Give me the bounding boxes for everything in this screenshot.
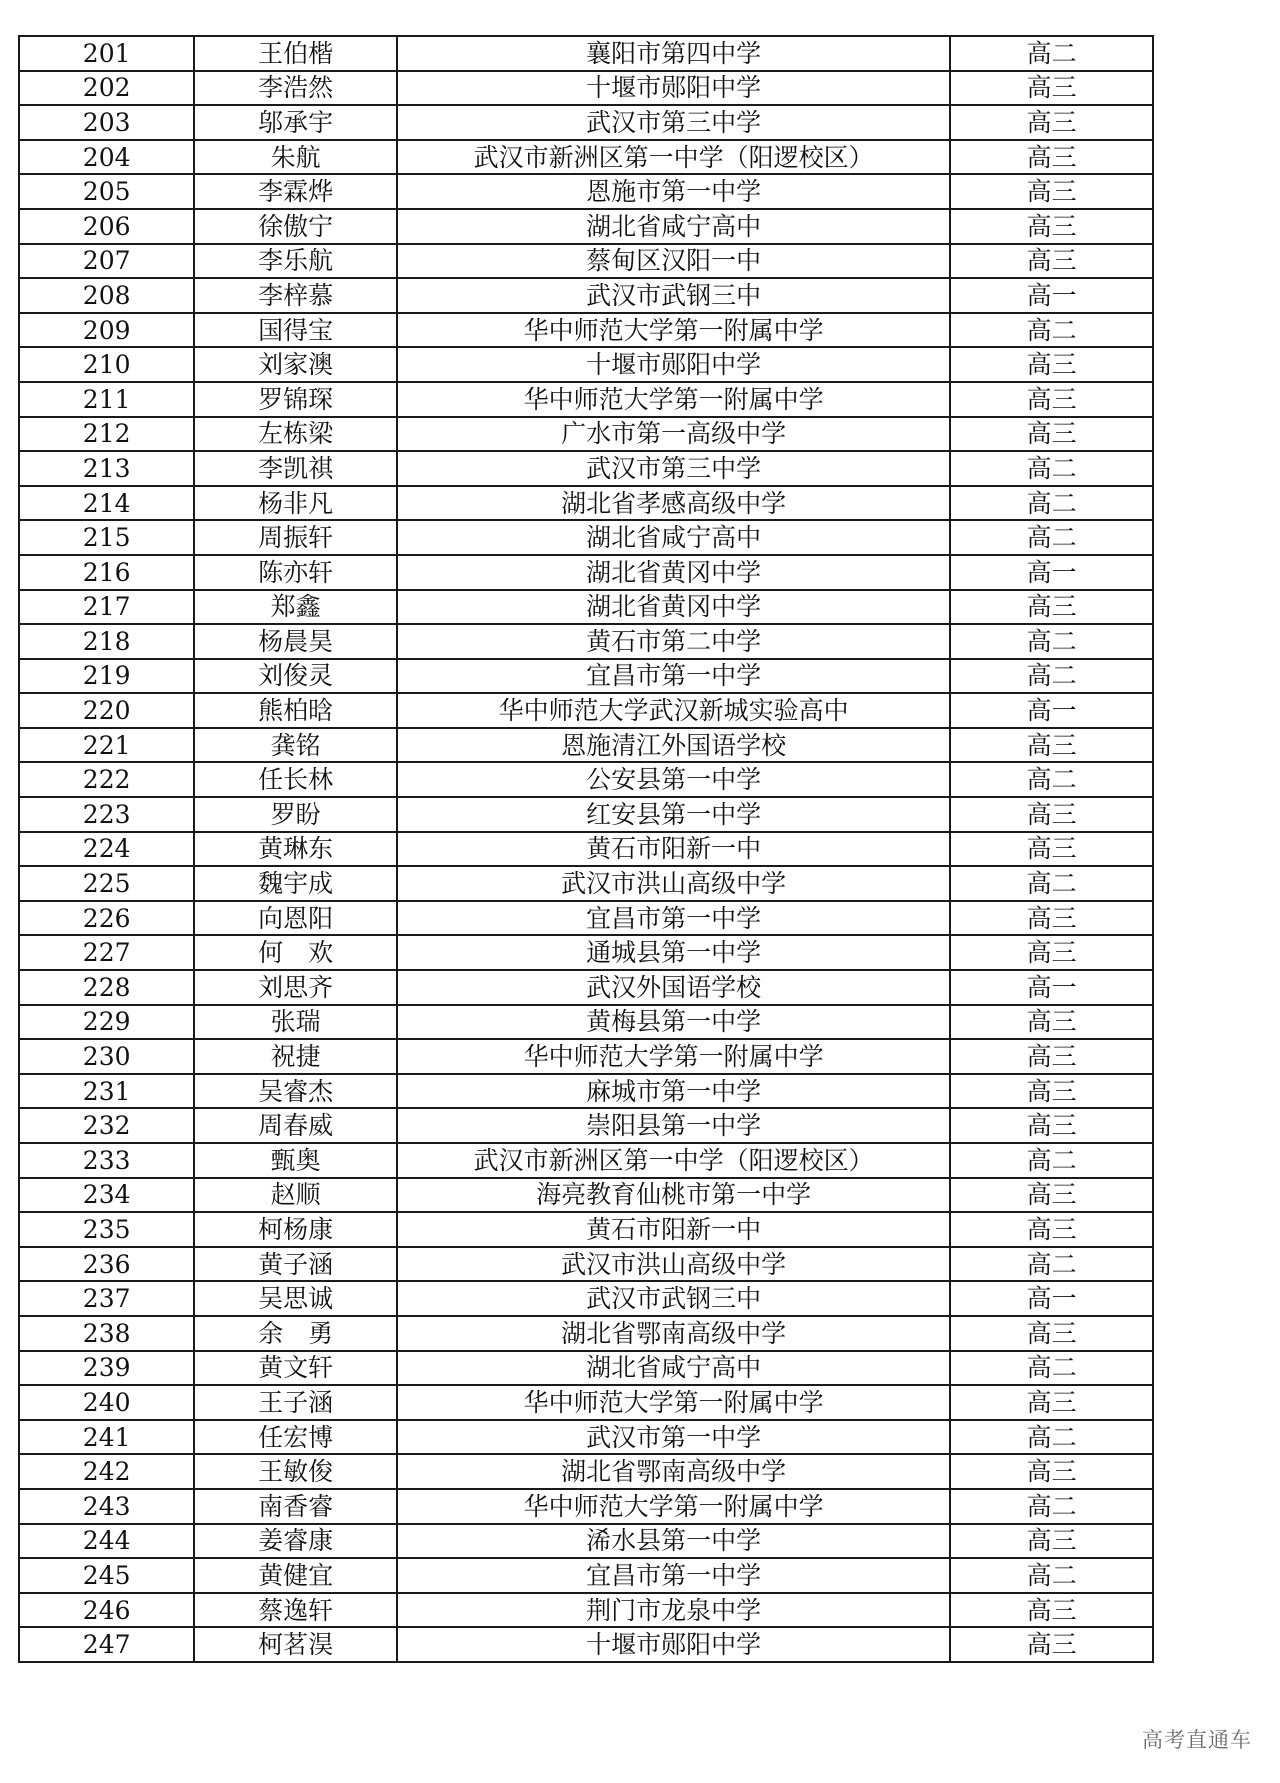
table-row	[19, 970, 1153, 1005]
row-number-cell: 213	[19, 451, 194, 486]
table-row	[19, 347, 1153, 382]
grade-cell: 高三	[950, 1108, 1153, 1143]
school-name-cell: 海亮教育仙桃市第一中学	[397, 1178, 950, 1213]
row-number-cell: 238	[19, 1316, 194, 1351]
table-row	[19, 728, 1153, 763]
row-number-cell: 221	[19, 728, 194, 763]
grade-cell: 高三	[950, 1385, 1153, 1420]
grade-cell: 高三	[950, 382, 1153, 417]
school-name-cell: 黄石市阳新一中	[397, 1212, 950, 1247]
table-row	[19, 832, 1153, 867]
student-name-cell: 黄文轩	[194, 1351, 397, 1386]
school-name-cell: 武汉外国语学校	[397, 970, 950, 1005]
school-name-cell: 十堰市郧阳中学	[397, 71, 950, 106]
school-name-cell: 华中师范大学第一附属中学	[397, 1385, 950, 1420]
row-number-cell: 240	[19, 1385, 194, 1420]
table-row	[19, 1420, 1153, 1455]
grade-cell: 高二	[950, 1558, 1153, 1593]
grade-cell: 高三	[950, 901, 1153, 936]
grade-cell: 高三	[950, 1316, 1153, 1351]
school-name-cell: 通城县第一中学	[397, 935, 950, 970]
row-number-cell: 244	[19, 1524, 194, 1559]
school-name-cell: 华中师范大学第一附属中学	[397, 313, 950, 348]
student-name-cell: 赵顺	[194, 1178, 397, 1213]
row-number-cell: 230	[19, 1039, 194, 1074]
row-number-cell: 208	[19, 278, 194, 313]
student-name-cell: 甄奥	[194, 1143, 397, 1178]
school-name-cell: 华中师范大学第一附属中学	[397, 382, 950, 417]
row-number-cell: 241	[19, 1420, 194, 1455]
table-row	[19, 382, 1153, 417]
grade-cell: 高二	[950, 624, 1153, 659]
school-name-cell: 十堰市郧阳中学	[397, 347, 950, 382]
row-number-cell: 202	[19, 71, 194, 106]
row-number-cell: 217	[19, 590, 194, 625]
table-row	[19, 1524, 1153, 1559]
student-name-cell: 徐傲宁	[194, 209, 397, 244]
student-name-cell: 邬承宇	[194, 105, 397, 140]
grade-cell: 高三	[950, 105, 1153, 140]
grade-cell: 高三	[950, 1524, 1153, 1559]
table-row	[19, 1281, 1153, 1316]
grade-cell: 高三	[950, 244, 1153, 279]
student-name-cell: 王伯楷	[194, 36, 397, 71]
row-number-cell: 247	[19, 1627, 194, 1662]
student-name-cell: 杨晨昊	[194, 624, 397, 659]
grade-cell: 高三	[950, 140, 1153, 175]
student-name-cell: 熊柏晗	[194, 693, 397, 728]
row-number-cell: 233	[19, 1143, 194, 1178]
grade-cell: 高二	[950, 313, 1153, 348]
table-row	[19, 1351, 1153, 1386]
grade-cell: 高二	[950, 762, 1153, 797]
row-number-cell: 218	[19, 624, 194, 659]
student-name-cell: 刘思齐	[194, 970, 397, 1005]
table-row	[19, 451, 1153, 486]
row-number-cell: 234	[19, 1178, 194, 1213]
table-row	[19, 797, 1153, 832]
student-name-cell: 王敏俊	[194, 1454, 397, 1489]
student-name-cell: 魏宇成	[194, 866, 397, 901]
student-name-cell: 周振轩	[194, 520, 397, 555]
table-row	[19, 313, 1153, 348]
school-name-cell: 湖北省鄂南高级中学	[397, 1316, 950, 1351]
student-name-cell: 罗锦琛	[194, 382, 397, 417]
school-name-cell: 黄梅县第一中学	[397, 1005, 950, 1040]
student-name-cell: 祝捷	[194, 1039, 397, 1074]
table-row	[19, 901, 1153, 936]
table-row	[19, 1316, 1153, 1351]
row-number-cell: 236	[19, 1247, 194, 1282]
row-number-cell: 204	[19, 140, 194, 175]
school-name-cell: 武汉市新洲区第一中学（阳逻校区）	[397, 140, 950, 175]
student-name-cell: 朱航	[194, 140, 397, 175]
school-name-cell: 湖北省咸宁高中	[397, 1351, 950, 1386]
table-row	[19, 935, 1153, 970]
grade-cell: 高三	[950, 1178, 1153, 1213]
grade-cell: 高三	[950, 797, 1153, 832]
grade-cell: 高三	[950, 417, 1153, 452]
school-name-cell: 公安县第一中学	[397, 762, 950, 797]
table-row	[19, 1247, 1153, 1282]
table-row	[19, 1212, 1153, 1247]
row-number-cell: 222	[19, 762, 194, 797]
row-number-cell: 227	[19, 935, 194, 970]
student-name-cell: 李凯祺	[194, 451, 397, 486]
grade-cell: 高二	[950, 1247, 1153, 1282]
row-number-cell: 220	[19, 693, 194, 728]
student-name-cell: 姜睿康	[194, 1524, 397, 1559]
table-row	[19, 105, 1153, 140]
grade-cell: 高三	[950, 728, 1153, 763]
grade-cell: 高三	[950, 1593, 1153, 1628]
student-name-cell: 何 欢	[194, 935, 397, 970]
school-name-cell: 武汉市洪山高级中学	[397, 1247, 950, 1282]
student-name-cell: 黄琳东	[194, 832, 397, 867]
student-name-cell: 黄子涵	[194, 1247, 397, 1282]
table-row	[19, 1558, 1153, 1593]
row-number-cell: 231	[19, 1074, 194, 1109]
table-row	[19, 278, 1153, 313]
row-number-cell: 201	[19, 36, 194, 71]
row-number-cell: 214	[19, 486, 194, 521]
row-number-cell: 245	[19, 1558, 194, 1593]
school-name-cell: 武汉市第三中学	[397, 451, 950, 486]
row-number-cell: 224	[19, 832, 194, 867]
roster-body	[19, 36, 1153, 1662]
row-number-cell: 203	[19, 105, 194, 140]
row-number-cell: 210	[19, 347, 194, 382]
grade-cell: 高三	[950, 590, 1153, 625]
grade-cell: 高三	[950, 1627, 1153, 1662]
table-row	[19, 555, 1153, 590]
row-number-cell: 212	[19, 417, 194, 452]
table-row	[19, 693, 1153, 728]
table-row	[19, 1627, 1153, 1662]
table-row	[19, 1143, 1153, 1178]
grade-cell: 高一	[950, 693, 1153, 728]
table-row	[19, 624, 1153, 659]
student-name-cell: 张瑞	[194, 1005, 397, 1040]
table-row	[19, 417, 1153, 452]
grade-cell: 高三	[950, 832, 1153, 867]
row-number-cell: 216	[19, 555, 194, 590]
grade-cell: 高三	[950, 935, 1153, 970]
school-name-cell: 华中师范大学第一附属中学	[397, 1489, 950, 1524]
row-number-cell: 246	[19, 1593, 194, 1628]
school-name-cell: 湖北省咸宁高中	[397, 209, 950, 244]
school-name-cell: 恩施市第一中学	[397, 174, 950, 209]
school-name-cell: 蔡甸区汉阳一中	[397, 244, 950, 279]
school-name-cell: 武汉市第一中学	[397, 1420, 950, 1455]
school-name-cell: 武汉市武钢三中	[397, 278, 950, 313]
student-name-cell: 周春威	[194, 1108, 397, 1143]
grade-cell: 高三	[950, 174, 1153, 209]
student-name-cell: 李梓慕	[194, 278, 397, 313]
school-name-cell: 宜昌市第一中学	[397, 1558, 950, 1593]
grade-cell: 高二	[950, 451, 1153, 486]
table-row	[19, 1005, 1153, 1040]
row-number-cell: 235	[19, 1212, 194, 1247]
student-name-cell: 蔡逸轩	[194, 1593, 397, 1628]
school-name-cell: 宜昌市第一中学	[397, 901, 950, 936]
table-row	[19, 140, 1153, 175]
grade-cell: 高二	[950, 1143, 1153, 1178]
school-name-cell: 湖北省黄冈中学	[397, 555, 950, 590]
grade-cell: 高一	[950, 278, 1153, 313]
school-name-cell: 宜昌市第一中学	[397, 659, 950, 694]
school-name-cell: 湖北省鄂南高级中学	[397, 1454, 950, 1489]
roster-table	[18, 35, 1154, 1663]
grade-cell: 高三	[950, 71, 1153, 106]
student-name-cell: 左栋梁	[194, 417, 397, 452]
school-name-cell: 湖北省咸宁高中	[397, 520, 950, 555]
grade-cell: 高二	[950, 36, 1153, 71]
school-name-cell: 武汉市武钢三中	[397, 1281, 950, 1316]
table-row	[19, 1074, 1153, 1109]
school-name-cell: 恩施清江外国语学校	[397, 728, 950, 763]
table-row	[19, 590, 1153, 625]
student-name-cell: 罗盼	[194, 797, 397, 832]
row-number-cell: 239	[19, 1351, 194, 1386]
table-row	[19, 1178, 1153, 1213]
table-row	[19, 520, 1153, 555]
school-name-cell: 十堰市郧阳中学	[397, 1627, 950, 1662]
student-name-cell: 南香睿	[194, 1489, 397, 1524]
table-row	[19, 1593, 1153, 1628]
school-name-cell: 华中师范大学第一附属中学	[397, 1039, 950, 1074]
school-name-cell: 红安县第一中学	[397, 797, 950, 832]
grade-cell: 高三	[950, 1212, 1153, 1247]
grade-cell: 高二	[950, 1420, 1153, 1455]
school-name-cell: 广水市第一高级中学	[397, 417, 950, 452]
student-name-cell: 国得宝	[194, 313, 397, 348]
student-name-cell: 王子涵	[194, 1385, 397, 1420]
row-number-cell: 232	[19, 1108, 194, 1143]
table-row	[19, 1039, 1153, 1074]
school-name-cell: 湖北省孝感高级中学	[397, 486, 950, 521]
grade-cell: 高三	[950, 209, 1153, 244]
table-row	[19, 659, 1153, 694]
table-row	[19, 174, 1153, 209]
school-name-cell: 崇阳县第一中学	[397, 1108, 950, 1143]
student-name-cell: 吴思诚	[194, 1281, 397, 1316]
table-row	[19, 486, 1153, 521]
grade-cell: 高一	[950, 1281, 1153, 1316]
grade-cell: 高二	[950, 659, 1153, 694]
row-number-cell: 205	[19, 174, 194, 209]
row-number-cell: 206	[19, 209, 194, 244]
student-name-cell: 刘俊灵	[194, 659, 397, 694]
school-name-cell: 武汉市第三中学	[397, 105, 950, 140]
school-name-cell: 麻城市第一中学	[397, 1074, 950, 1109]
row-number-cell: 228	[19, 970, 194, 1005]
school-name-cell: 荆门市龙泉中学	[397, 1593, 950, 1628]
row-number-cell: 223	[19, 797, 194, 832]
student-name-cell: 杨非凡	[194, 486, 397, 521]
student-name-cell: 李霖烨	[194, 174, 397, 209]
table-row	[19, 36, 1153, 71]
student-name-cell: 向恩阳	[194, 901, 397, 936]
grade-cell: 高三	[950, 1005, 1153, 1040]
table-row	[19, 209, 1153, 244]
table-row	[19, 1385, 1153, 1420]
school-name-cell: 浠水县第一中学	[397, 1524, 950, 1559]
student-name-cell: 柯茗淏	[194, 1627, 397, 1662]
table-row	[19, 71, 1153, 106]
grade-cell: 高二	[950, 866, 1153, 901]
student-name-cell: 吴睿杰	[194, 1074, 397, 1109]
student-name-cell: 黄健宜	[194, 1558, 397, 1593]
school-name-cell: 华中师范大学武汉新城实验高中	[397, 693, 950, 728]
student-name-cell: 柯杨康	[194, 1212, 397, 1247]
student-name-cell: 余 勇	[194, 1316, 397, 1351]
grade-cell: 高一	[950, 555, 1153, 590]
grade-cell: 高二	[950, 1351, 1153, 1386]
row-number-cell: 242	[19, 1454, 194, 1489]
table-row	[19, 1108, 1153, 1143]
grade-cell: 高二	[950, 520, 1153, 555]
school-name-cell: 武汉市新洲区第一中学（阳逻校区）	[397, 1143, 950, 1178]
grade-cell: 高三	[950, 1074, 1153, 1109]
student-name-cell: 任长林	[194, 762, 397, 797]
student-name-cell: 李乐航	[194, 244, 397, 279]
row-number-cell: 209	[19, 313, 194, 348]
grade-cell: 高三	[950, 347, 1153, 382]
table-row	[19, 866, 1153, 901]
student-name-cell: 陈亦轩	[194, 555, 397, 590]
row-number-cell: 215	[19, 520, 194, 555]
grade-cell: 高三	[950, 1454, 1153, 1489]
student-name-cell: 李浩然	[194, 71, 397, 106]
table-row	[19, 1454, 1153, 1489]
row-number-cell: 243	[19, 1489, 194, 1524]
grade-cell: 高二	[950, 486, 1153, 521]
student-name-cell: 郑鑫	[194, 590, 397, 625]
grade-cell: 高二	[950, 1489, 1153, 1524]
table-row	[19, 244, 1153, 279]
school-name-cell: 黄石市第二中学	[397, 624, 950, 659]
row-number-cell: 207	[19, 244, 194, 279]
row-number-cell: 219	[19, 659, 194, 694]
grade-cell: 高三	[950, 1039, 1153, 1074]
school-name-cell: 湖北省黄冈中学	[397, 590, 950, 625]
school-name-cell: 襄阳市第四中学	[397, 36, 950, 71]
student-name-cell: 刘家澳	[194, 347, 397, 382]
row-number-cell: 211	[19, 382, 194, 417]
row-number-cell: 226	[19, 901, 194, 936]
row-number-cell: 229	[19, 1005, 194, 1040]
grade-cell: 高一	[950, 970, 1153, 1005]
row-number-cell: 237	[19, 1281, 194, 1316]
school-name-cell: 黄石市阳新一中	[397, 832, 950, 867]
table-row	[19, 1489, 1153, 1524]
table-row	[19, 762, 1153, 797]
row-number-cell: 225	[19, 866, 194, 901]
student-name-cell: 龚铭	[194, 728, 397, 763]
watermark-text: 高考直通车	[1142, 1728, 1252, 1752]
school-name-cell: 武汉市洪山高级中学	[397, 866, 950, 901]
student-name-cell: 任宏博	[194, 1420, 397, 1455]
